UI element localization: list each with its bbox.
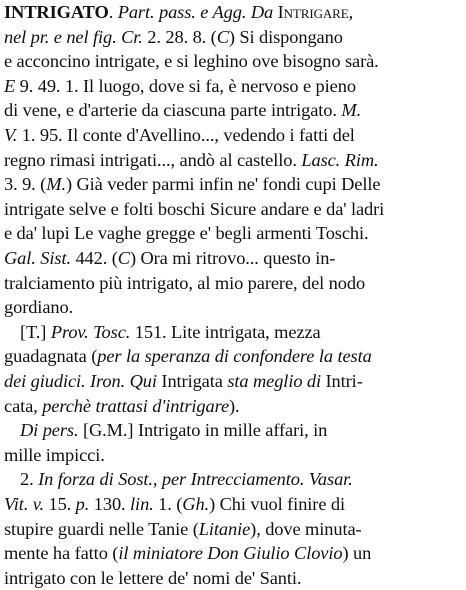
text-segment: e acconcino intrigate, e si leghino ove bisogno sarà.: [4, 51, 379, 72]
text-segment: M.: [46, 174, 66, 195]
text-segment: Vit. v.: [4, 494, 44, 514]
text-segment: Di pers.: [20, 420, 79, 441]
text-segment: sta meglio di: [227, 371, 322, 391]
text-segment: [T.]: [20, 321, 51, 342]
entry-line: [4, 271, 365, 295]
text-segment: 130.: [89, 494, 131, 514]
text-segment: 15.: [43, 494, 76, 514]
text-segment: 3. 9. (: [4, 174, 47, 195]
text-segment: C: [117, 248, 130, 268]
text-segment: regno rimasi intrigati..., andò al castello.: [4, 149, 302, 170]
text-segment: Gal. Sist.: [4, 248, 71, 268]
entry-line: [4, 49, 379, 73]
entry-line: [4, 148, 379, 172]
text-segment: ) Ora mi ritrovo... questo in-: [129, 248, 336, 268]
sense-2-line: [4, 541, 371, 565]
text-segment: ) Chi vuol finire di: [209, 494, 345, 514]
text-segment: In forza di Sost., per Intrecciamento. Vasar.: [38, 469, 353, 490]
text-segment: tralciamento più intrigato, al mio parere, del nodo: [4, 272, 366, 293]
text-segment: 1. (: [153, 494, 183, 514]
entry-line: [4, 172, 380, 196]
entry-line: [4, 25, 343, 49]
entry-line: [4, 197, 384, 221]
sense-t-line: [4, 394, 240, 418]
text-segment: M.: [341, 100, 362, 121]
text-segment: Intrigare: [277, 2, 349, 22]
text-segment: ) Si dispongano: [228, 26, 343, 47]
entry-line: [4, 0, 353, 24]
sense-2-line: [4, 492, 345, 516]
text-segment: mente ha fatto (: [4, 543, 119, 564]
text-segment: 442. (: [70, 248, 118, 268]
text-segment: cata,: [4, 395, 43, 416]
text-segment: intrigate selve e folti boschi Sicure andare e da' ladri: [4, 198, 385, 219]
text-segment: Intrigata: [156, 371, 228, 391]
text-segment: perchè trattasi d'intrigare: [42, 395, 230, 416]
sense-t-line: [20, 320, 321, 344]
text-segment: C: [216, 26, 229, 47]
text-segment: ,: [348, 2, 354, 22]
text-segment: per la speranza di confondere la testa: [97, 346, 372, 367]
sense-t-line: [4, 369, 363, 393]
text-segment: Gh.: [182, 494, 210, 514]
sense-2-line: [20, 467, 353, 491]
text-segment: gordiano.: [4, 297, 74, 318]
sense-t-line: [4, 344, 372, 368]
sense-2-line: [4, 566, 301, 590]
text-segment: 2. 28. 8. (: [142, 26, 217, 47]
text-segment: 9. 49. 1. Il luogo, dove si fa, è nervoso e pieno: [15, 75, 356, 96]
text-segment: 1. 95. Il conte d'Avellino..., vedendo i fatti del: [17, 125, 355, 145]
entry-line: [4, 221, 369, 245]
text-segment: ) un: [342, 543, 372, 564]
sense-gm-line: [20, 418, 327, 442]
text-segment: INTRIGATO: [4, 2, 109, 22]
text-segment: 151. Lite intrigata, mezza: [130, 321, 321, 342]
text-segment: E: [4, 75, 16, 96]
text-segment: ).: [229, 395, 240, 416]
text-segment: e da' lupi Le vaghe gregge e' begli armenti Toschi.: [4, 223, 369, 244]
text-segment: lin.: [130, 494, 154, 514]
text-segment: dei giudici. Iron. Qui: [4, 371, 157, 391]
text-segment: nel pr. e nel fig. Cr.: [4, 26, 143, 47]
text-segment: stupire guardi nelle Tanie (: [4, 518, 199, 539]
entry-line: [4, 246, 335, 270]
text-segment: [G.M.] Intrigato in mille affari, in: [78, 420, 328, 441]
text-segment: il miniatore Don Giulio Clovio: [118, 543, 343, 564]
sense-2-line: [4, 517, 362, 541]
text-segment: intrigato con le lettere de' nomi de' Santi.: [4, 567, 302, 588]
text-segment: Intri-: [321, 371, 363, 391]
text-segment: ), dove minuta-: [250, 518, 362, 539]
text-segment: 2.: [20, 469, 39, 490]
text-segment: mille impicci.: [4, 444, 105, 465]
text-segment: Prov. Tosc.: [50, 321, 131, 342]
text-segment: ) Già veder parmi infin ne' fondi cupi Delle: [65, 174, 381, 195]
text-segment: guadagnata (: [4, 346, 98, 367]
text-segment: Litanie: [198, 518, 251, 539]
text-segment: .: [108, 2, 118, 22]
text-segment: Lasc. Rim.: [301, 149, 379, 170]
text-segment: Part. pass. e Agg. Da: [117, 2, 278, 22]
entry-line: [4, 295, 73, 319]
text-segment: V.: [4, 125, 18, 145]
entry-line: [4, 98, 361, 122]
text-segment: di vene, e d'arterie da ciascuna parte intrigato.: [4, 100, 342, 121]
sense-gm-line: [4, 443, 105, 467]
text-segment: p.: [75, 494, 90, 514]
entry-line: [4, 74, 356, 98]
entry-line: [4, 123, 355, 147]
